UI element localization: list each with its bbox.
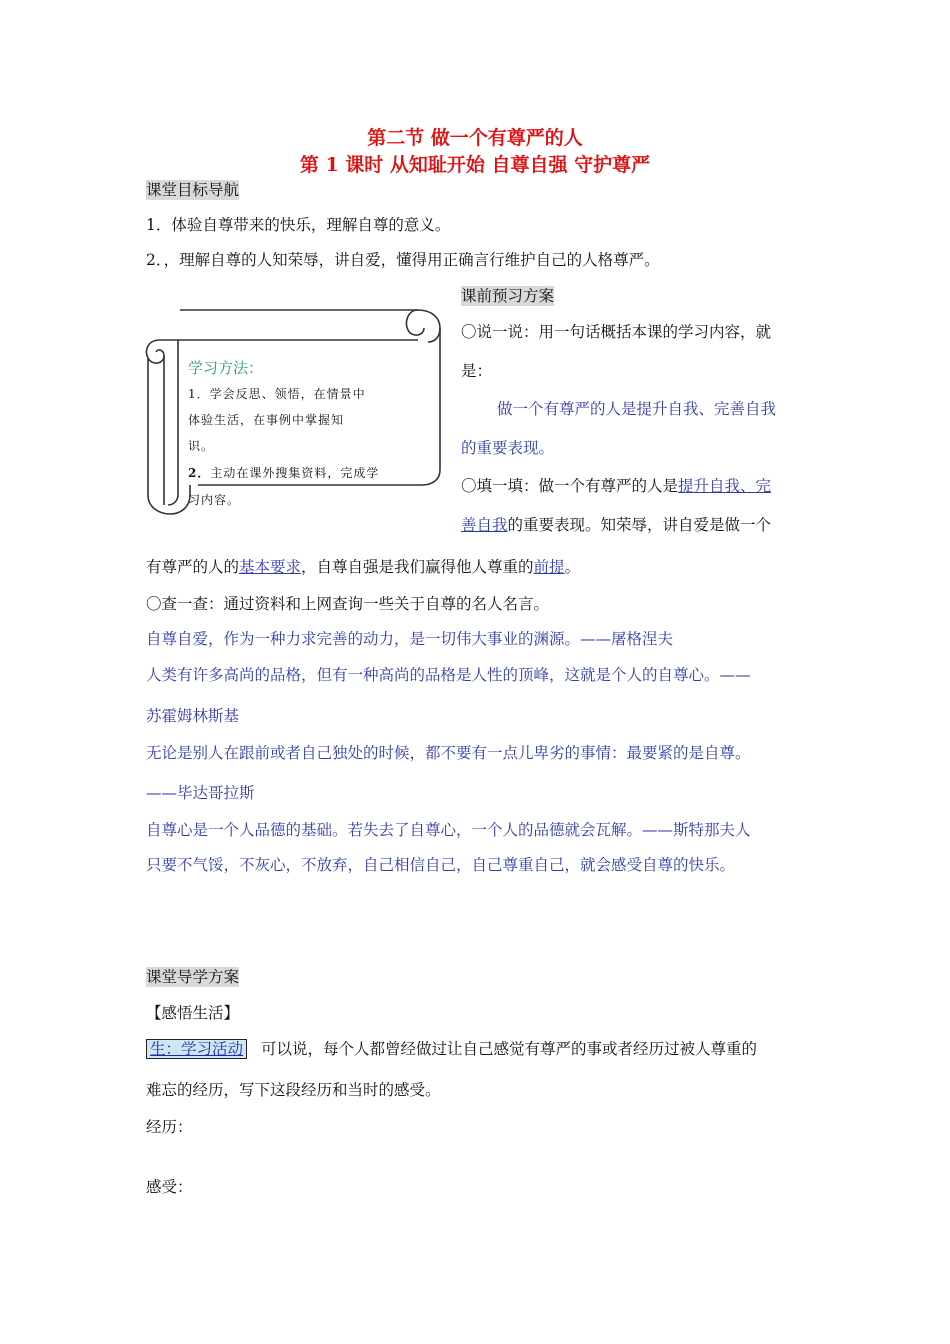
quote-2b: 苏霍姆林斯基 [146,707,240,725]
goals-heading: 课堂目标导航 [146,181,240,199]
quote-3a: 无论是别人在跟前或者自己独处的时候，都不要有一点儿卑劣的事情：最要紧的是自尊。 [146,744,751,762]
fill-answer-1b: 善自我 [461,516,508,534]
goal-item-1: 1．体验自尊带来的快乐，理解自尊的意义。 [146,216,451,234]
scroll-method-1a: 1．学会反思、领悟，在情景中 [188,387,366,401]
fill-answer-3: 前提 [533,558,565,576]
activity-badge: 生：学习活动 [146,1039,247,1059]
preview-fill-line1: 〇填一填：做一个有尊严的人是提升自我、完 [461,477,772,495]
quote-1: 自尊自爱，作为一种力求完善的动力，是一切伟大事业的渊源。——屠格涅夫 [146,630,674,648]
experience-label: 经历： [146,1118,193,1136]
preview-check: 〇查一查：通过资料和上网查询一些关于自尊的名人名言。 [146,595,550,613]
scroll-method-1c: 识。 [188,439,215,453]
preview-heading: 课前预习方案 [461,287,555,305]
preview-say-line2: 是： [461,362,493,380]
goal-item-2: 2．，理解自尊的人知荣辱，讲自爱，懂得用正确言行维护自己的人格尊严。 [146,251,660,269]
preview-answer-line1: 做一个有尊严的人是提升自我、完善自我 [497,400,777,418]
guide-task-line1: 生：学习活动 可以说，每个人都曾经做过让自己感觉有尊严的事或者经历过被人尊重的 [146,1039,757,1059]
guide-task-line2: 难忘的经历，写下这段经历和当时的感受。 [146,1081,441,1099]
feeling-label: 感受： [146,1178,193,1196]
page-title: 第二节 做一个有尊严的人 [367,127,583,149]
quote-3b: ——毕达哥拉斯 [146,784,255,802]
scroll-method-2b: 习内容。 [188,493,241,507]
scroll-method-1b: 体验生活，在事例中掌握知 [188,413,345,427]
page-subtitle: 第 1 课时 从知耻开始 自尊自强 守护尊严 [299,154,651,176]
quote-5: 只要不气馁，不灰心，不放弃，自己相信自己，自己尊重自己，就会感受自尊的快乐。 [146,856,736,874]
preview-fill-line3: 有尊严的人的基本要求，自尊自强是我们赢得他人尊重的前提。 [146,558,581,576]
scroll-method-2a: 2．主动在课外搜集资料，完成学 [188,466,380,480]
guide-heading: 课堂导学方案 [146,968,240,986]
scroll-heading: 学习方法： [188,359,264,377]
quote-2a: 人类有许多高尚的品格，但有一种高尚的品格是人性的顶峰，这就是个人的自尊心。—— [146,666,751,684]
preview-say-line1: 〇说一说：用一句话概括本课的学习内容，就 [461,323,772,341]
preview-fill-line2: 善自我的重要表现。知荣辱，讲自爱是做一个 [461,516,772,534]
guide-section-label: 【感悟生活】 [146,1004,240,1022]
preview-answer-line2: 的重要表现。 [461,439,555,457]
fill-answer-2: 基本要求 [239,558,302,576]
quote-4: 自尊心是一个人品德的基础。若失去了自尊心，一个人的品德就会瓦解。——斯特那夫人 [146,821,751,839]
fill-answer-1: 提升自我、完 [678,477,772,495]
